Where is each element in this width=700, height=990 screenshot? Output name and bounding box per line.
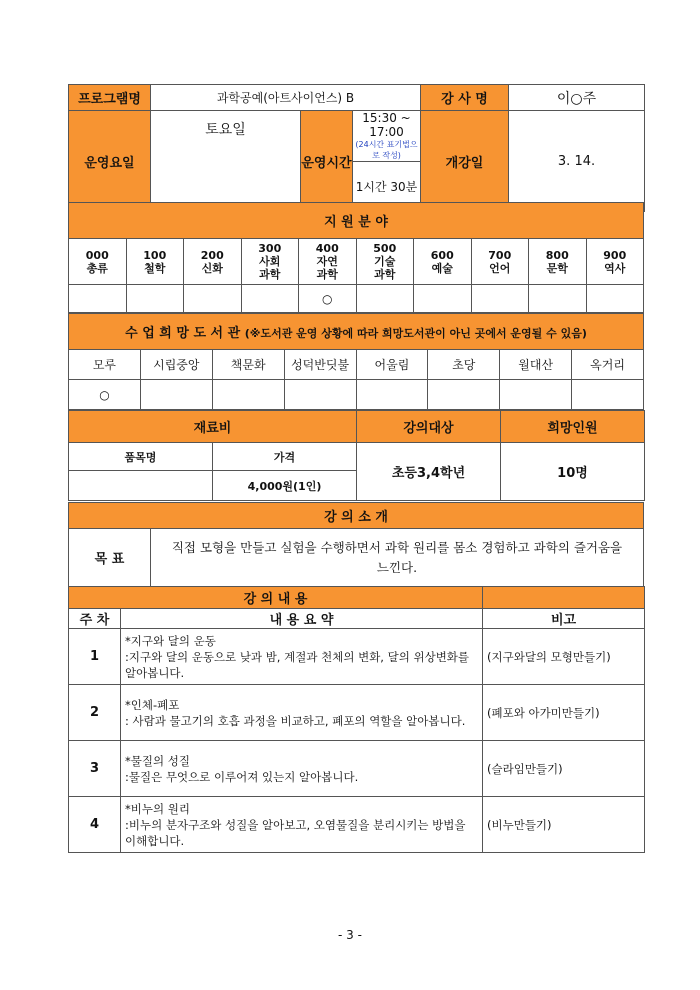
content-row	[69, 741, 645, 797]
category-code: 900	[603, 248, 627, 262]
category-code: 800	[545, 248, 569, 262]
days-value: 토요일	[151, 111, 301, 212]
instructor-value: 이○주	[509, 85, 645, 111]
library-name: 월대산	[500, 350, 572, 380]
instructor-label: 강 사 명	[421, 85, 509, 111]
library-name: 모루	[69, 350, 141, 380]
category-mark	[184, 285, 242, 313]
open-label: 개강일	[421, 111, 509, 212]
content-row	[69, 629, 645, 685]
category-name: 사회 과학	[259, 255, 281, 281]
materials-title: 재료비	[69, 411, 357, 443]
time-value: 15:30 ~ 17:00	[362, 111, 411, 139]
library-mark	[284, 380, 356, 410]
program-value: 과학공예(아트사이언스) B	[151, 85, 421, 111]
library-table	[68, 313, 644, 410]
content-topic: *인체-폐포	[125, 697, 180, 712]
content-topic: *물질의 성질	[125, 753, 190, 768]
intro-title: 강 의 소 개	[69, 503, 644, 529]
library-name: 시립중앙	[140, 350, 212, 380]
category-mark	[126, 285, 184, 313]
support-category	[126, 239, 184, 285]
library-note: (※도서관 운영 상황에 따라 희망도서관이 아닌 곳에서 운영될 수 있음)	[244, 327, 587, 340]
content-description: :비누의 분자구조와 성질을 알아보고, 오염물질을 분리시키는 방법을 이해합니다.	[125, 817, 466, 848]
content-row	[69, 797, 645, 853]
item-value	[69, 471, 213, 501]
week-number: 1	[69, 629, 121, 685]
price-label: 가격	[213, 443, 357, 471]
category-code: 700	[488, 248, 512, 262]
support-category	[356, 239, 414, 285]
content-description: :지구와 달의 운동으로 낮과 밤, 계절과 천체의 변화, 달의 위상변화를 알아봅니다.	[125, 649, 470, 680]
content-title: 강 의 내 용	[69, 587, 483, 609]
open-value: 3. 14.	[509, 111, 645, 212]
library-name: 성덕반딧불	[284, 350, 356, 380]
support-table	[68, 202, 644, 313]
library-mark	[212, 380, 284, 410]
content-description: :물질은 무엇으로 이루어져 있는지 알아봅니다.	[125, 769, 359, 784]
library-name: 초당	[428, 350, 500, 380]
category-name: 언어	[489, 261, 511, 275]
category-name: 기술 과학	[374, 255, 396, 281]
category-name: 철학	[144, 261, 166, 275]
category-mark	[529, 285, 587, 313]
library-name: 책문화	[212, 350, 284, 380]
category-code: 200	[200, 248, 224, 262]
goal-label: 목 표	[69, 529, 151, 587]
summary-label: 내 용 요 약	[121, 609, 483, 629]
support-category-row	[69, 239, 644, 285]
category-code: 500	[373, 242, 397, 255]
category-name: 총류	[86, 261, 108, 275]
content-topic: *비누의 원리	[125, 801, 190, 816]
item-label: 품목명	[69, 443, 213, 471]
support-category	[529, 239, 587, 285]
content-rows	[69, 629, 645, 853]
week-label: 주 차	[69, 609, 121, 629]
support-category	[299, 239, 357, 285]
support-category	[414, 239, 472, 285]
support-title: 지 원 분 야	[69, 203, 644, 239]
content-remark: (슬라임만들기)	[483, 741, 645, 797]
time-note: (24시간 표기법으로 작성)	[355, 140, 418, 160]
library-name-row	[69, 350, 644, 380]
support-category	[586, 239, 644, 285]
category-mark	[69, 285, 127, 313]
category-mark	[356, 285, 414, 313]
content-remark: (지구와달의 모형만들기)	[483, 629, 645, 685]
category-name: 문학	[546, 261, 568, 275]
program-info-table	[68, 84, 645, 212]
library-title: 수 업 희 망 도 서 관	[125, 326, 241, 341]
category-mark: ○	[299, 285, 357, 313]
library-title-cell	[69, 314, 644, 350]
content-row	[69, 685, 645, 741]
content-topic: *지구와 달의 운동	[125, 633, 216, 648]
support-category	[184, 239, 242, 285]
duration-value: 1시간 30분	[353, 162, 421, 212]
category-name: 역사	[604, 261, 626, 275]
content-remark: (비누만들기)	[483, 797, 645, 853]
category-code: 000	[85, 248, 109, 262]
week-number: 3	[69, 741, 121, 797]
goal-text: 직접 모형을 만들고 실험을 수행하면서 과학 원리를 몸소 경험하고 과학의 즐거움을 느낀다.	[151, 529, 644, 587]
category-code: 300	[258, 242, 282, 255]
time-cell	[353, 111, 421, 162]
support-category	[241, 239, 299, 285]
intro-table	[68, 502, 644, 587]
week-number: 4	[69, 797, 121, 853]
category-mark	[471, 285, 529, 313]
support-mark-row	[69, 285, 644, 313]
content-summary	[121, 797, 483, 853]
library-mark: ○	[69, 380, 141, 410]
support-category	[69, 239, 127, 285]
target-value: 초등3,4학년	[357, 443, 501, 501]
library-mark	[356, 380, 428, 410]
content-summary	[121, 741, 483, 797]
library-mark	[572, 380, 644, 410]
category-mark	[414, 285, 472, 313]
content-description: : 사람과 물고기의 호흡 과정을 비교하고, 폐포의 역할을 알아봅니다.	[125, 713, 466, 728]
library-mark-row	[69, 380, 644, 410]
library-mark	[428, 380, 500, 410]
category-name: 자연 과학	[316, 255, 338, 281]
category-code: 600	[430, 248, 454, 262]
category-mark	[586, 285, 644, 313]
library-name: 옥거리	[572, 350, 644, 380]
content-title-blank	[483, 587, 645, 609]
page-number: - 3 -	[338, 928, 362, 942]
content-summary	[121, 685, 483, 741]
category-code: 400	[315, 242, 339, 255]
content-summary	[121, 629, 483, 685]
materials-table	[68, 410, 645, 501]
capacity-value: 10명	[501, 443, 645, 501]
library-mark	[140, 380, 212, 410]
library-name: 어울림	[356, 350, 428, 380]
price-value: 4,000원(1인)	[213, 471, 357, 501]
week-number: 2	[69, 685, 121, 741]
category-mark	[241, 285, 299, 313]
time-label: 운영시간	[301, 111, 353, 212]
days-label: 운영요일	[69, 111, 151, 212]
remark-label: 비고	[483, 609, 645, 629]
content-table	[68, 586, 645, 853]
support-category	[471, 239, 529, 285]
target-label: 강의대상	[357, 411, 501, 443]
category-code: 100	[143, 248, 167, 262]
category-name: 신화	[201, 261, 223, 275]
library-mark	[500, 380, 572, 410]
content-remark: (폐포와 아가미만들기)	[483, 685, 645, 741]
program-label: 프로그램명	[69, 85, 151, 111]
category-name: 예술	[431, 261, 453, 275]
capacity-label: 희망인원	[501, 411, 645, 443]
